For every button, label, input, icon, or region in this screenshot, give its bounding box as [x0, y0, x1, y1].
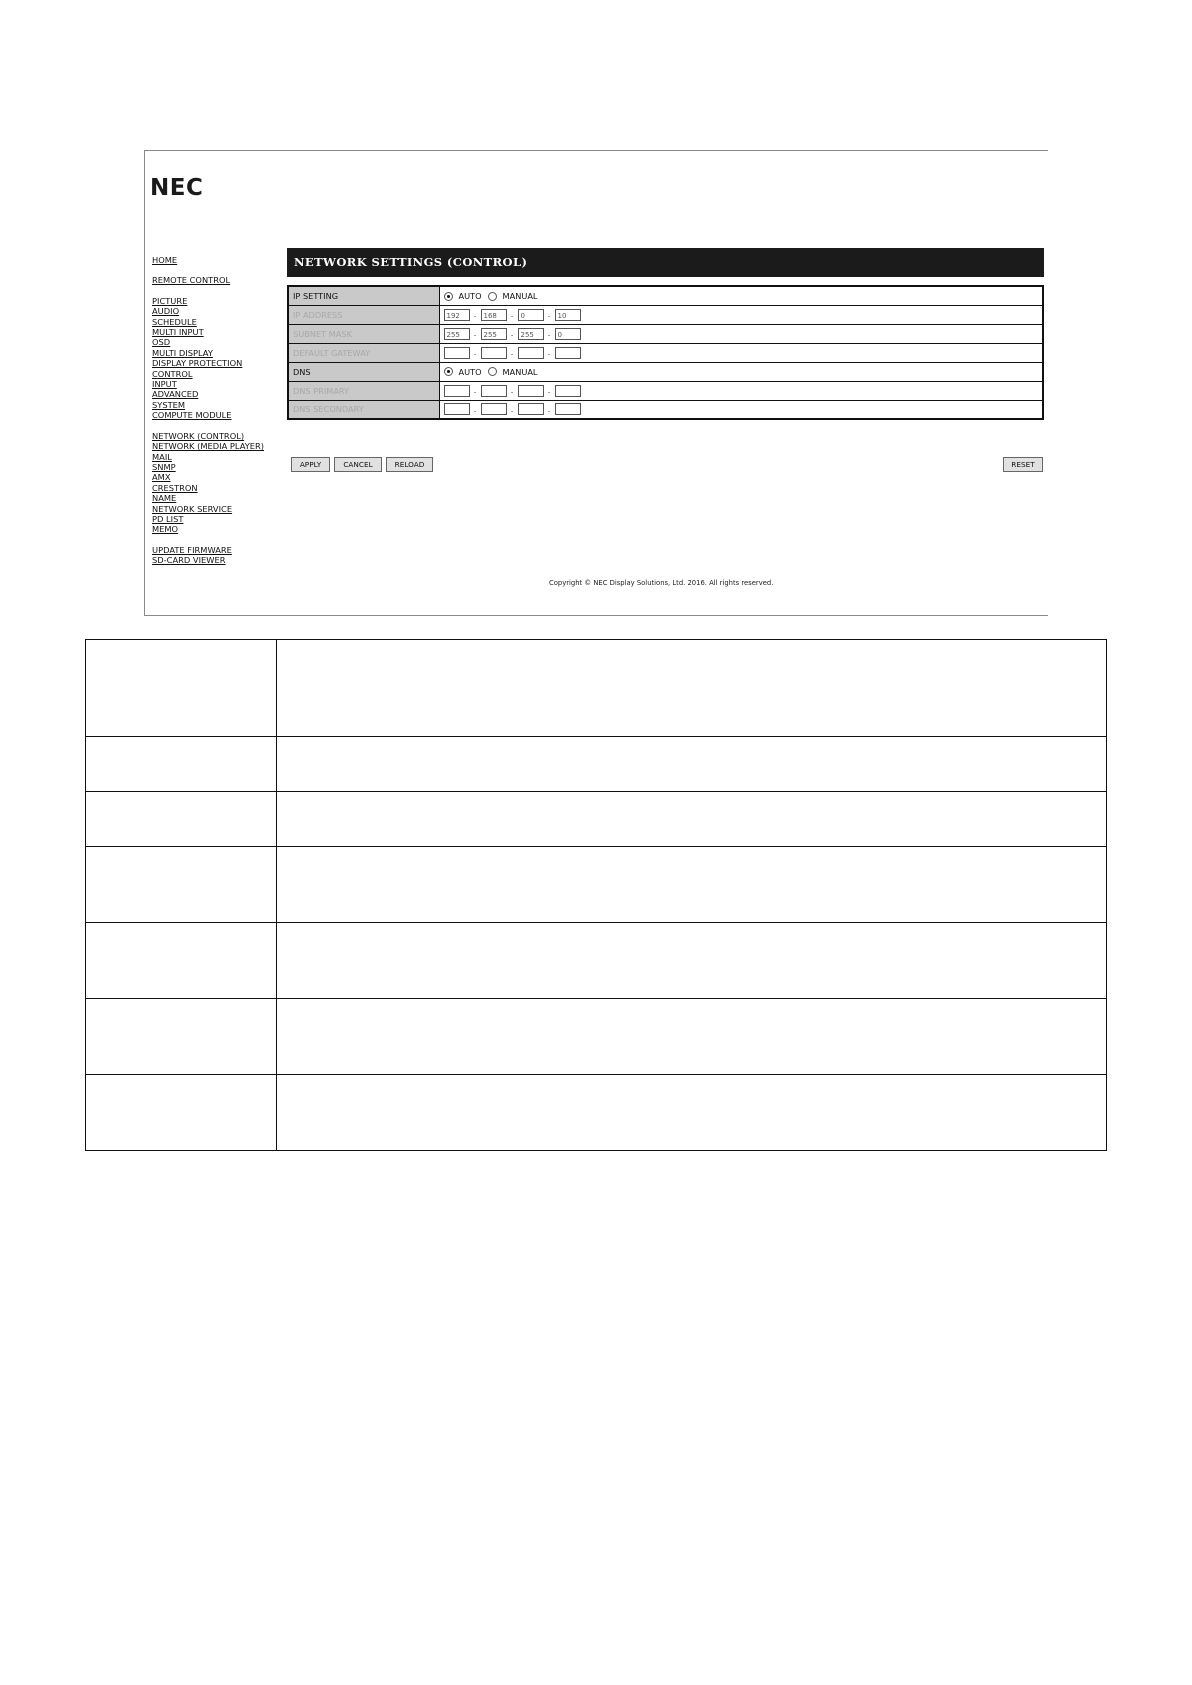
- nav-link-crestron[interactable]: CRESTRON: [152, 482, 198, 493]
- ip-address-label: IP ADDRESS: [288, 305, 439, 324]
- nav-link-multi-display[interactable]: MULTI DISPLAY: [152, 347, 213, 358]
- ip-setting-manual-radio[interactable]: [488, 292, 497, 301]
- page-title: NETWORK SETTINGS (CONTROL): [287, 248, 1044, 277]
- dns-primary-octet-1-input[interactable]: [444, 385, 470, 397]
- octet-separator: .: [510, 348, 514, 357]
- default-gateway-octet-1-input[interactable]: [444, 347, 470, 359]
- octet-separator: .: [547, 329, 551, 338]
- nav-group: [152, 545, 274, 566]
- description-text-cell: [277, 999, 1107, 1075]
- nec-logo: NEC: [150, 175, 204, 201]
- ip-setting-auto-label: AUTO: [458, 291, 482, 301]
- ip-setting-label: IP SETTING: [288, 286, 439, 305]
- default-gateway-octet-3-input[interactable]: [518, 347, 544, 359]
- dns-auto-label: AUTO: [458, 366, 482, 377]
- description-term-cell: [86, 640, 277, 737]
- description-row: [86, 640, 1107, 737]
- octet-separator: .: [547, 404, 551, 414]
- nav-link-sd-card-viewer[interactable]: SD-CARD VIEWER: [152, 555, 226, 566]
- nav-link-network-control[interactable]: NETWORK (CONTROL): [152, 430, 245, 441]
- copyright-text: Copyright © NEC Display Solutions, Ltd. 2016. All rights reserved.: [549, 579, 774, 587]
- octet-separator: .: [473, 348, 477, 357]
- dns-auto-radio[interactable]: [444, 367, 453, 376]
- description-term-cell: [86, 999, 277, 1075]
- description-term-cell: [86, 792, 277, 847]
- settings-row: [288, 343, 1043, 362]
- octet-separator: .: [547, 386, 551, 395]
- dns-secondary-octet-1-input[interactable]: [444, 403, 470, 415]
- nav-link-schedule[interactable]: SCHEDULE: [152, 316, 197, 327]
- ip-address-octet-1-input[interactable]: 192: [444, 309, 470, 321]
- settings-row: [288, 305, 1043, 324]
- dns-manual-label: MANUAL: [502, 366, 538, 377]
- dns-secondary-octet-3-input[interactable]: [518, 403, 544, 415]
- subnet-mask-octet-1-input[interactable]: 255: [444, 328, 470, 340]
- ip-address-octet-2-input[interactable]: 168: [481, 309, 507, 321]
- ip-setting-manual-label: MANUAL: [502, 291, 538, 301]
- settings-row: [288, 381, 1043, 400]
- dns-secondary-octet-2-input[interactable]: [481, 403, 507, 415]
- description-row: [86, 999, 1107, 1075]
- dns-primary-octet-3-input[interactable]: [518, 385, 544, 397]
- subnet-mask-label: SUBNET MASK: [288, 324, 439, 343]
- nav-group: [152, 431, 274, 535]
- nav-link-display-protection[interactable]: DISPLAY PROTECTION: [152, 358, 243, 369]
- settings-row: [288, 324, 1043, 343]
- octet-separator: .: [510, 329, 514, 338]
- nav-link-update-firmware[interactable]: UPDATE FIRMWARE: [152, 544, 232, 555]
- subnet-mask-octet-2-input[interactable]: 255: [481, 328, 507, 340]
- nav-group: [152, 296, 274, 421]
- reset-button[interactable]: RESET: [1003, 457, 1043, 472]
- octet-separator: .: [473, 404, 477, 414]
- description-row: [86, 792, 1107, 847]
- dns-value: [439, 362, 1043, 381]
- nav-link-input[interactable]: INPUT: [152, 379, 177, 390]
- description-term-cell: [86, 923, 277, 999]
- description-term-cell: [86, 847, 277, 923]
- nav-link-picture[interactable]: PICTURE: [152, 295, 188, 306]
- octet-separator: .: [547, 310, 551, 319]
- octet-separator: .: [510, 310, 514, 319]
- reload-button[interactable]: RELOAD: [386, 457, 433, 472]
- description-row: [86, 737, 1107, 792]
- dns-secondary-label: DNS SECONDARY: [288, 400, 439, 419]
- nav-link-pd-list[interactable]: PD LIST: [152, 513, 184, 524]
- settings-row: [288, 286, 1043, 305]
- nav-link-compute-module[interactable]: COMPUTE MODULE: [152, 410, 232, 421]
- nav-link-network-service[interactable]: NETWORK SERVICE: [152, 503, 233, 514]
- default-gateway-label: DEFAULT GATEWAY: [288, 343, 439, 362]
- default-gateway-octet-4-input[interactable]: [555, 347, 581, 359]
- dns-label: DNS: [288, 362, 439, 381]
- nav-link-name[interactable]: NAME: [152, 493, 177, 504]
- dns-secondary-value: [439, 400, 1043, 419]
- description-text-cell: [277, 640, 1107, 737]
- ip-address-octet-4-input[interactable]: 10: [555, 309, 581, 321]
- nav-link-control[interactable]: CONTROL: [152, 368, 193, 379]
- octet-separator: .: [473, 386, 477, 395]
- nav-link-remote-control[interactable]: REMOTE CONTROL: [152, 275, 231, 286]
- dns-secondary-octet-4-input[interactable]: [555, 403, 581, 415]
- octet-separator: .: [510, 386, 514, 395]
- apply-button[interactable]: APPLY: [291, 457, 330, 472]
- settings-row: [288, 362, 1043, 381]
- ip-setting-auto-radio[interactable]: [444, 292, 453, 301]
- description-table: [85, 639, 1107, 1151]
- default-gateway-octet-2-input[interactable]: [481, 347, 507, 359]
- settings-row: [288, 400, 1043, 419]
- nav-link-mail[interactable]: MAIL: [152, 451, 172, 462]
- description-term-cell: [86, 1075, 277, 1151]
- nav-link-snmp[interactable]: SNMP: [152, 461, 176, 472]
- description-text-cell: [277, 792, 1107, 847]
- network-settings-table: [287, 285, 1044, 420]
- ip-setting-value: [439, 286, 1043, 305]
- dns-primary-label: DNS PRIMARY: [288, 381, 439, 400]
- ip-address-value: [439, 305, 1043, 324]
- nav-link-osd[interactable]: OSD: [152, 337, 171, 348]
- octet-separator: .: [547, 348, 551, 357]
- description-row: [86, 847, 1107, 923]
- dns-primary-octet-4-input[interactable]: [555, 385, 581, 397]
- browser-screenshot: [144, 150, 1048, 616]
- description-text-cell: [277, 737, 1107, 792]
- subnet-mask-octet-3-input[interactable]: 255: [518, 328, 544, 340]
- nav-link-system[interactable]: SYSTEM: [152, 399, 186, 410]
- description-text-cell: [277, 923, 1107, 999]
- dns-primary-octet-2-input[interactable]: [481, 385, 507, 397]
- octet-separator: .: [473, 329, 477, 338]
- default-gateway-value: [439, 343, 1043, 362]
- nav-link-network-media-player[interactable]: NETWORK (MEDIA PLAYER): [152, 441, 265, 452]
- nav-link-advanced[interactable]: ADVANCED: [152, 389, 199, 400]
- nav-group: [152, 275, 274, 285]
- description-row: [86, 923, 1107, 999]
- dns-primary-value: [439, 381, 1043, 400]
- cancel-button[interactable]: CANCEL: [334, 457, 382, 472]
- nav-link-multi-input[interactable]: MULTI INPUT: [152, 327, 204, 338]
- nav-link-amx[interactable]: AMX: [152, 472, 171, 483]
- nav-group: [152, 255, 274, 265]
- sidebar-nav: [152, 255, 274, 576]
- subnet-mask-value: [439, 324, 1043, 343]
- description-text-cell: [277, 1075, 1107, 1151]
- description-text-cell: [277, 847, 1107, 923]
- nav-link-home[interactable]: HOME: [152, 255, 178, 265]
- nav-link-audio[interactable]: AUDIO: [152, 306, 180, 317]
- dns-manual-radio[interactable]: [488, 367, 497, 376]
- subnet-mask-octet-4-input[interactable]: 0: [555, 328, 581, 340]
- nav-link-memo[interactable]: MEMO: [152, 524, 179, 535]
- description-term-cell: [86, 737, 277, 792]
- action-buttons: [291, 457, 1043, 473]
- description-row: [86, 1075, 1107, 1151]
- octet-separator: .: [510, 404, 514, 414]
- octet-separator: .: [473, 310, 477, 319]
- ip-address-octet-3-input[interactable]: 0: [518, 309, 544, 321]
